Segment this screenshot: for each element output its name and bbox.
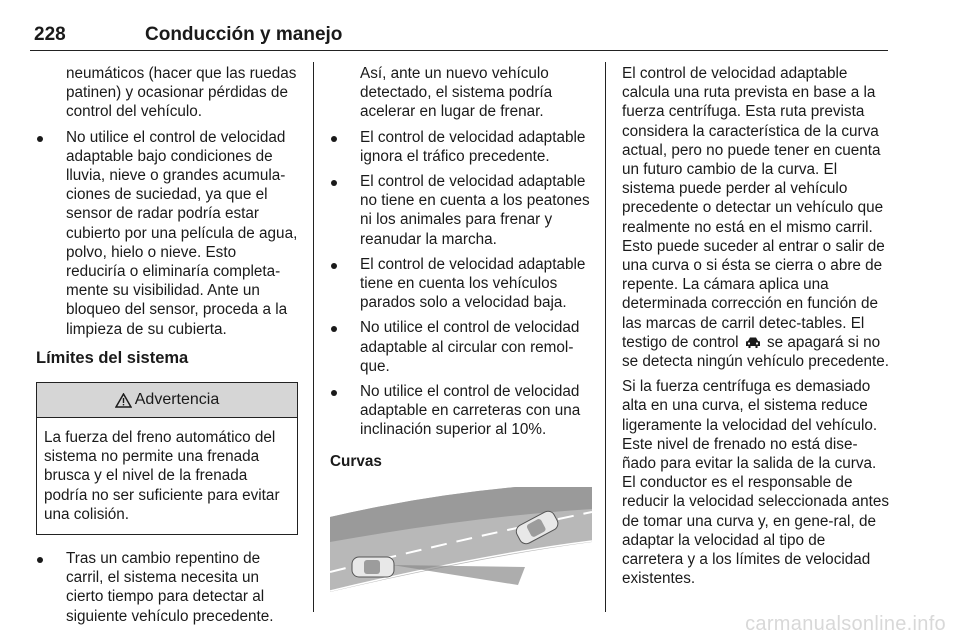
warning-triangle-icon xyxy=(115,393,132,408)
paragraph-text-continued: se apagará si no se detecta ningún vehículo precedente. xyxy=(622,333,890,371)
bullet-dot xyxy=(37,557,43,563)
column-divider-1 xyxy=(313,62,314,612)
bullet-dot xyxy=(331,136,337,142)
warning-title: Advertencia xyxy=(134,391,220,409)
section-heading: Curvas xyxy=(330,452,382,470)
curve-illustration xyxy=(330,487,592,617)
list-item-text: No utilice el control de velocidad adaptable bajo condiciones de lluvia, nieve o grandes acumula‐ciones de suciedad, ya que el sensor de radar podría estar cubierto por una película de agua, polvo, hielo o nieve. Esto reduciría o eliminaría completa‐mente su visibilidad. Ante un bloqueo del sensor, proceda a la limpieza de su cubierta. xyxy=(66,128,298,338)
warning-header xyxy=(37,383,297,418)
continued-text: neumáticos (hacer que las ruedas patinen) y ocasionar pérdidas de control del vehículo. xyxy=(66,65,297,121)
warning-text: La fuerza del freno automático del sistema no permite una frenada brusca y el nivel de la frenada podría no ser suficiente para evitar una colisión. xyxy=(44,429,280,523)
paragraph xyxy=(622,64,890,371)
list-item-text: El control de velocidad adaptable tiene en cuenta los vehículos parados solo a velocidad baja. xyxy=(360,255,586,312)
list-item-text: El control de velocidad adaptable ignora el tráfico precedente. xyxy=(360,128,586,165)
list-item xyxy=(330,172,592,249)
list-item xyxy=(36,549,298,626)
bullet-dot xyxy=(37,136,43,142)
bullet-dot xyxy=(331,390,337,396)
paragraph-text: El control de velocidad adaptable calcula una ruta prevista en base a la fuerza centrífuga. Esta ruta prevista considera la característica de la curva actual, pero no puede tener en cuenta un futuro cambio de la curva. El sistema puede perder al vehículo precedente o detectar un vehículo que realmente no está en el mismo carril. Esto puede suceder al entrar o salir de una curva o si ésta se cierra o abre de repente. La cámara aplica una determinada corrección en función de las marcas de carril detec‐tables. El testigo de control xyxy=(622,65,885,351)
warning-box xyxy=(36,382,298,535)
list-item xyxy=(330,382,592,440)
bullet-dot xyxy=(331,326,337,332)
column-3 xyxy=(622,64,890,594)
column-1 xyxy=(36,64,298,632)
own-vehicle xyxy=(352,557,394,577)
continued-text: Así, ante un nuevo vehículo detectado, el sistema podría acelerar en lugar de frenar. xyxy=(360,65,553,121)
list-item xyxy=(36,128,298,339)
page-number: 228 xyxy=(34,24,66,45)
list-item xyxy=(330,255,592,313)
bullet-dot xyxy=(331,263,337,269)
list-item-text: El control de velocidad adaptable no tiene en cuenta a los peatones ni los animales para frenar y reanudar la marcha. xyxy=(360,173,590,248)
watermark: carmanualsonline.info xyxy=(745,613,946,635)
vehicle-ahead-icon xyxy=(745,336,761,349)
list-item-text: No utilice el control de velocidad adaptable al circular con remol‐que. xyxy=(360,319,580,375)
list-item-text: No utilice el control de velocidad adaptable en carreteras con una inclinación superior al 10%. xyxy=(360,383,581,439)
list-item-text: Tras un cambio repentino de carril, el sistema necesita un cierto tiempo para detectar al siguiente vehículo precedente. xyxy=(66,550,274,625)
paragraph: Si la fuerza centrífuga es demasiado alta en una curva, el sistema reduce ligeramente la velocidad del vehículo. Este nivel de frenado no está dise‐ñado para evitar la salida de la curva. El conductor es el responsable de reducir la velocidad seleccionada antes de tomar una curva y, en gene‐ral, de adaptar la velocidad al tipo de carretera y a los límites de velocidad existentes. xyxy=(622,378,890,588)
column-divider-2 xyxy=(605,62,606,612)
list-item xyxy=(330,128,592,166)
chapter-title: Conducción y manejo xyxy=(145,24,343,45)
column-2 xyxy=(330,64,592,617)
page-header xyxy=(30,16,890,50)
header-rule xyxy=(30,50,888,51)
bullet-dot xyxy=(331,180,337,186)
section-heading: Límites del sistema xyxy=(36,348,189,367)
list-item xyxy=(330,318,592,376)
